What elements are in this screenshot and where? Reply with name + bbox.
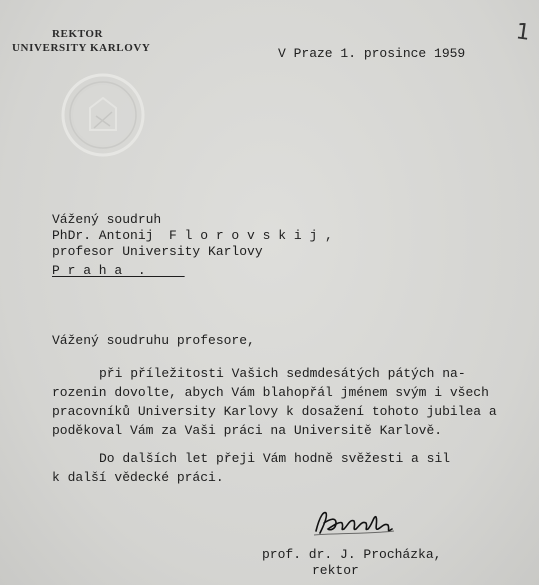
letter-greeting: Vážený soudruhu profesore, xyxy=(52,333,255,348)
signature-icon xyxy=(310,505,400,539)
recipient-title: profesor University Karlovy xyxy=(52,244,263,259)
paragraph-1-line-1: při příležitosti Vašich sedmdesátých pátých na- xyxy=(99,366,466,381)
letterhead-line-2: UNIVERSITY KARLOVY xyxy=(12,42,151,54)
signatory-name: prof. dr. J. Procházka, xyxy=(262,547,442,562)
handwritten-page-number: 1 xyxy=(514,19,532,46)
paragraph-1-line-3: pracovníků University Karlovy k dosažení tohoto jubilea a xyxy=(52,404,497,419)
paragraph-1-line-4: poděkoval Vám za Vaši práci na Universitě Karlově. xyxy=(52,423,443,438)
paragraph-2-line-1: Do dalších let přeji Vám hodně svěžesti a sil xyxy=(99,451,451,466)
address-salutation: Vážený soudruh xyxy=(52,212,162,227)
paragraph-2-line-2: k další vědecké práci. xyxy=(52,470,224,485)
embossed-seal-icon xyxy=(60,72,146,158)
letterhead-line-1: REKTOR xyxy=(52,28,104,40)
recipient-city: P r a h a . xyxy=(52,263,185,278)
date-line: V Praze 1. prosince 1959 xyxy=(278,46,466,61)
recipient-name: PhDr. Antonij F l o r o v s k i j , xyxy=(52,228,333,243)
paragraph-1-line-2: rozenin dovolte, abych Vám blahopřál jménem svým i všech xyxy=(52,385,489,400)
signatory-role: rektor xyxy=(312,563,359,578)
